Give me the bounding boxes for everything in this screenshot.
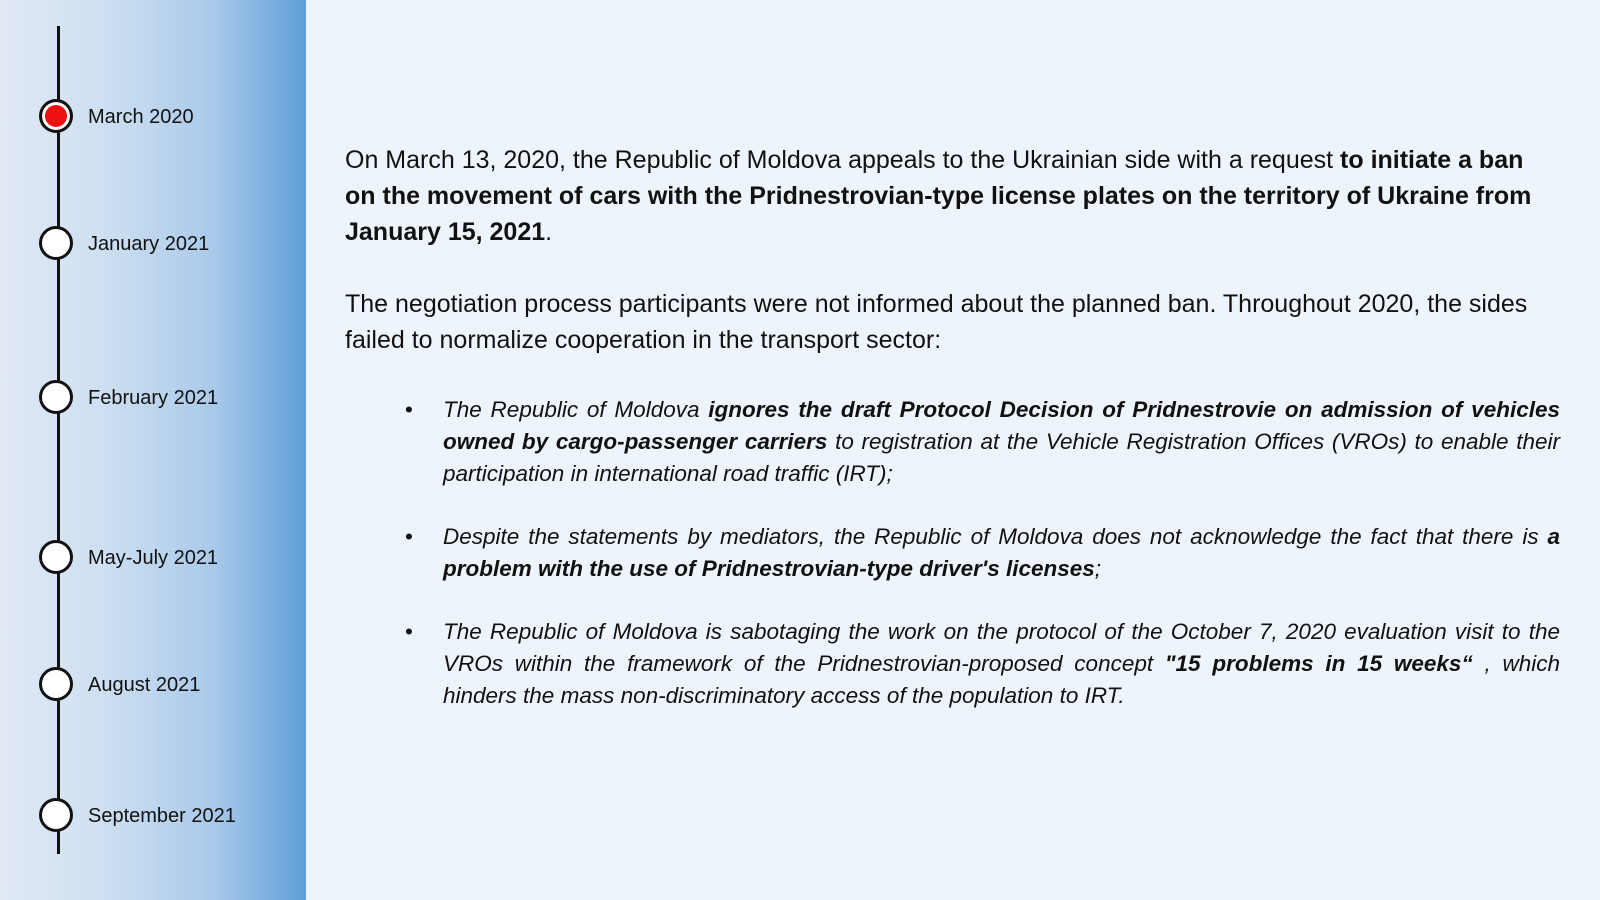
timeline-item-february-2021[interactable]	[0, 380, 300, 420]
bullet-text-end: ;	[1094, 556, 1102, 581]
bullet-item	[443, 616, 1560, 712]
timeline-dot[interactable]	[39, 667, 73, 701]
intro-end: .	[545, 218, 553, 246]
timeline-item-august-2021[interactable]	[0, 667, 300, 707]
timeline-dot-active[interactable]	[39, 99, 73, 133]
timeline-label[interactable]: March 2020	[88, 106, 194, 128]
bullet-text-end: , which hinders the mass non-discriminatory access of the population to IRT.	[443, 651, 1560, 708]
bullet-emphasis: "15 problems in 15 weeks“	[1164, 651, 1473, 676]
bullet-text: The Republic of Moldova	[443, 397, 709, 422]
bullet-emphasis: ignores the draft Protocol Decision of Pridnestrovie on admission of vehicles owned by cargo-passenger carriers	[443, 397, 1560, 454]
timeline-label[interactable]: January 2021	[88, 233, 210, 255]
intro-text: On March 13, 2020, the Republic of Moldova appeals to the Ukrainian side with a request	[345, 146, 1341, 174]
timeline-label[interactable]: May-July 2021	[88, 547, 219, 569]
timeline-item-january-2021[interactable]	[0, 226, 300, 266]
bullet-text: Despite the statements by mediators, the Republic of Moldova does not acknowledge the fact that there is	[443, 524, 1548, 549]
timeline-line	[57, 26, 60, 854]
timeline-item-may-july-2021[interactable]	[0, 540, 300, 580]
timeline-dot[interactable]	[39, 380, 73, 414]
timeline-sidebar	[0, 0, 306, 900]
bullet-item	[443, 394, 1560, 490]
timeline-label[interactable]: February 2021	[88, 387, 219, 409]
context-paragraph: The negotiation process participants were not informed about the planned ban. Throughout 2020, the sides failed to normalize cooperation in the transport sector:	[345, 290, 1528, 354]
timeline-label[interactable]: September 2021	[88, 805, 236, 827]
intro-paragraph	[345, 142, 1560, 250]
timeline-item-september-2021[interactable]	[0, 798, 300, 838]
bullet-list	[345, 394, 1560, 712]
bullet-emphasis: a problem with the use of Pridnestrovian-type driver's licenses	[443, 524, 1560, 581]
timeline-dot[interactable]	[39, 798, 73, 832]
timeline-item-march-2020[interactable]	[0, 99, 300, 139]
intro-emphasis: to initiate a ban on the movement of cars with the Pridnestrovian-type license plates on the territory of Ukraine from January 15, 2021	[345, 146, 1532, 246]
timeline-label[interactable]: August 2021	[88, 674, 201, 696]
bullet-text: The Republic of Moldova is sabotaging the work on the protocol of the October 7, 2020 evaluation visit to the VROs within the framework of the Pridnestrovian-proposed concept	[443, 619, 1560, 676]
bullet-item	[443, 521, 1560, 585]
bullet-text-end: to registration at the Vehicle Registration Offices (VROs) to enable their participation in international road traffic (IRT);	[443, 429, 1560, 486]
timeline-dot[interactable]	[39, 226, 73, 260]
main-content	[345, 142, 1560, 743]
timeline-dot[interactable]	[39, 540, 73, 574]
